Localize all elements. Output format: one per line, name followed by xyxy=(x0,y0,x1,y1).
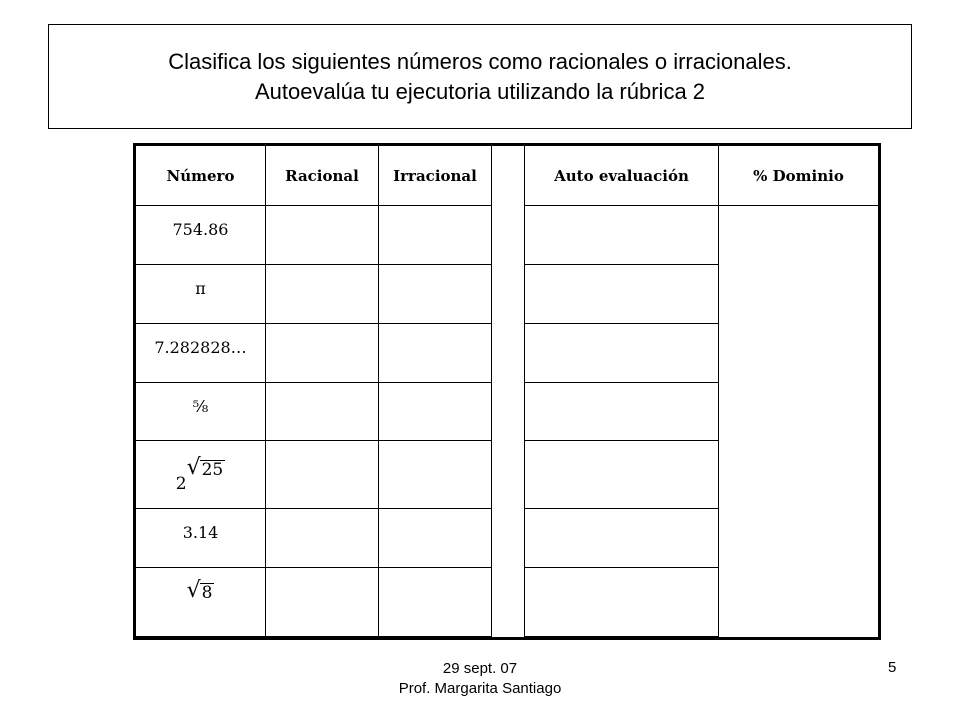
irracional-answer-cell[interactable] xyxy=(379,265,492,324)
number-cell: 7.282828… xyxy=(136,324,266,383)
auto-evaluacion-cell[interactable] xyxy=(525,206,719,265)
number-cell: 754.86 xyxy=(136,206,266,265)
radicand: 8 xyxy=(201,583,213,603)
square-root-expression xyxy=(187,580,215,602)
irracional-answer-cell[interactable] xyxy=(379,206,492,265)
square-root-expression xyxy=(187,457,226,479)
auto-evaluacion-cell[interactable] xyxy=(525,324,719,383)
header-irracional: Irracional xyxy=(379,146,492,206)
racional-answer-cell[interactable] xyxy=(266,509,379,568)
auto-evaluacion-cell[interactable] xyxy=(525,265,719,324)
irracional-answer-cell[interactable] xyxy=(379,324,492,383)
radical-sign-icon: √ xyxy=(186,455,201,480)
instructions-line-1: Clasifica los siguientes números como racionales o irracionales. xyxy=(168,48,792,74)
racional-answer-cell[interactable] xyxy=(266,441,379,509)
number-cell: π xyxy=(136,265,266,324)
number-cell xyxy=(136,568,266,637)
number-cell xyxy=(136,441,266,509)
footer-author: Prof. Margarita Santiago xyxy=(398,680,562,697)
header-dominio: % Dominio xyxy=(719,146,878,206)
irracional-answer-cell[interactable] xyxy=(379,568,492,637)
racional-answer-cell[interactable] xyxy=(266,383,379,441)
auto-evaluacion-cell[interactable] xyxy=(525,509,719,568)
racional-answer-cell[interactable] xyxy=(266,206,379,265)
header-auto-evaluacion: Auto evaluación xyxy=(525,146,719,206)
racional-answer-cell[interactable] xyxy=(266,568,379,637)
radicand: 25 xyxy=(201,460,224,480)
number-cell: 3.14 xyxy=(136,509,266,568)
classification-table xyxy=(133,143,881,640)
footer-date: 29 sept. 07 xyxy=(442,660,518,677)
instructions-box xyxy=(48,24,912,129)
irracional-answer-cell[interactable] xyxy=(379,509,492,568)
irracional-answer-cell[interactable] xyxy=(379,441,492,509)
auto-evaluacion-cell[interactable] xyxy=(525,568,719,637)
table-gap-column xyxy=(492,146,525,637)
dominio-cell[interactable] xyxy=(719,206,878,637)
auto-evaluacion-cell[interactable] xyxy=(525,383,719,441)
footer xyxy=(360,659,600,699)
radical-sign-icon: √ xyxy=(186,578,201,603)
number-cell: ⅝ xyxy=(136,383,266,441)
auto-evaluacion-cell[interactable] xyxy=(525,441,719,509)
racional-answer-cell[interactable] xyxy=(266,324,379,383)
header-racional: Racional xyxy=(266,146,379,206)
page-number: 5 xyxy=(888,659,897,676)
coefficient: 2 xyxy=(175,474,187,494)
instructions-line-2: Autoevalúa tu ejecutoria utilizando la rúbrica 2 xyxy=(254,78,706,104)
racional-answer-cell[interactable] xyxy=(266,265,379,324)
irracional-answer-cell[interactable] xyxy=(379,383,492,441)
header-numero: Número xyxy=(136,146,266,206)
